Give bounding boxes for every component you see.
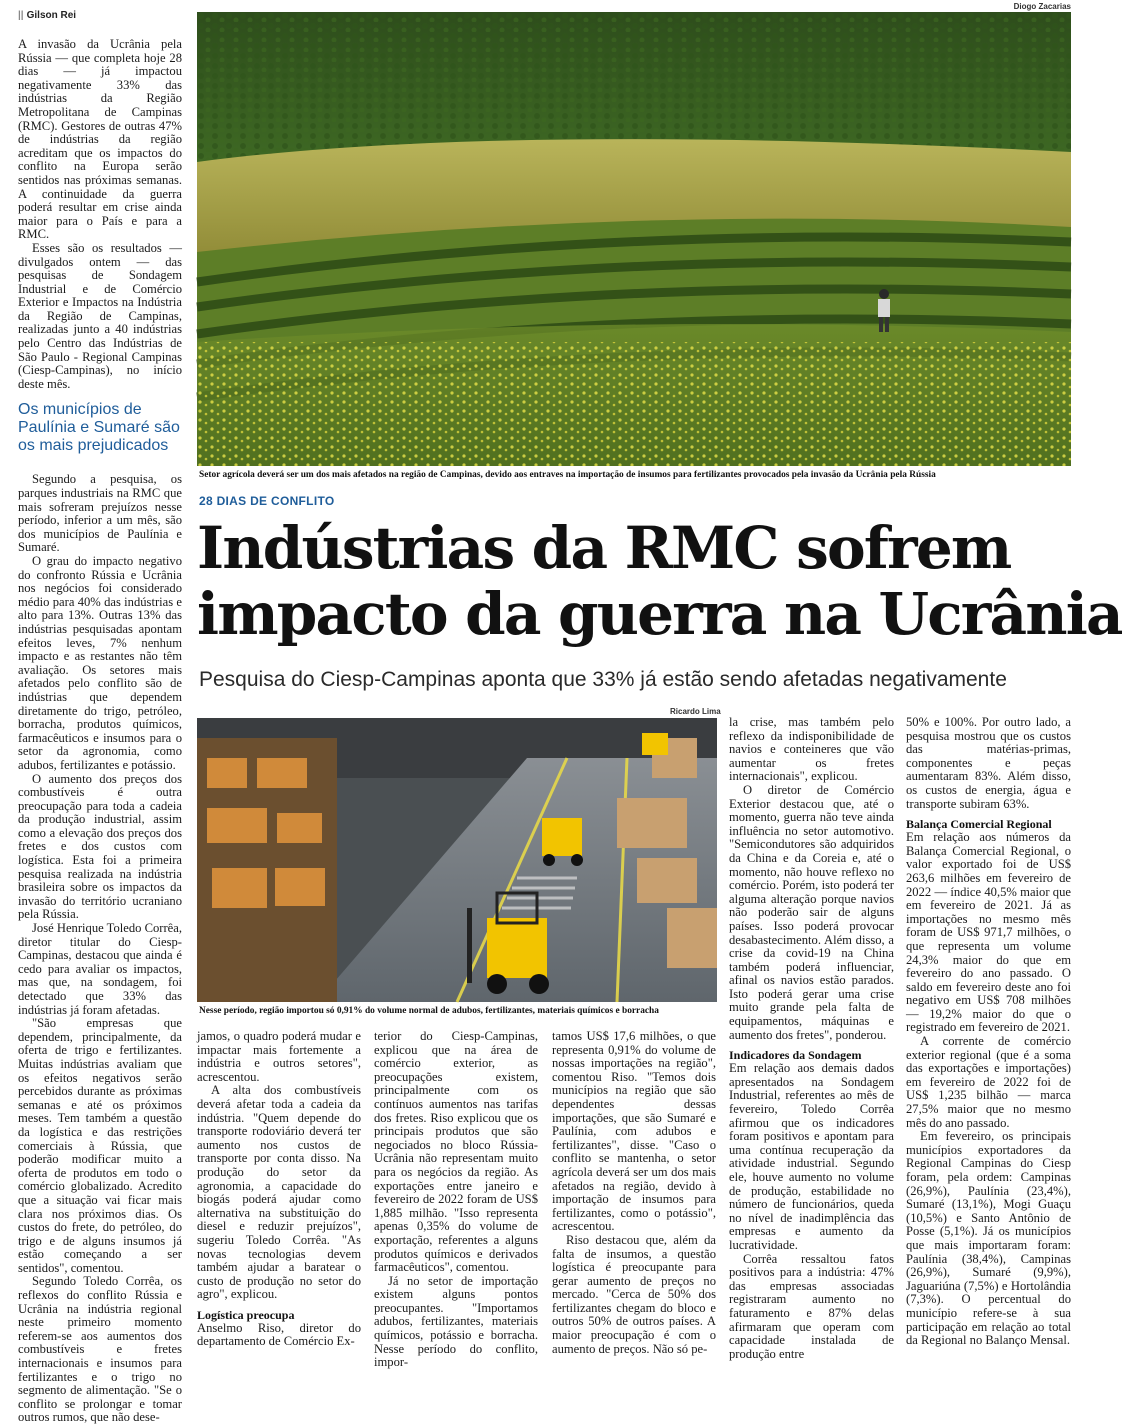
article-column-5 <box>729 715 894 1361</box>
paragraph: Riso destacou que, além da falta de insumos, a questão logística é preocupante para gerar aumento de preços no mercado. "Cerca de 50% dos fertilizantes chegam do bloco e outros 50% de outros países. A maior preocupação é com o aumento de preços. Não só pe- <box>552 1232 716 1356</box>
article-column-6 <box>906 716 1071 1354</box>
paragraph: Segundo Toledo Corrêa, os reflexos do conflito Rússia e Ucrânia na indústria regional neste primeiro momento referem-se aos aumentos dos combustíveis e fretes internacionais e insumos para fertilizantes e o trigo no segmento de alimentação. "Se o conflito se prolongar e tomar outros rumos, que não dese- <box>18 1274 182 1425</box>
paragraph: Em relação aos demais dados apresentados na Sondagem Industrial, referentes ao mês de fevereiro, Toledo Corrêa afirmou que os indicadores foram positivos e apontam para uma contínua recuperação da atividade industrial. Segundo ele, houve aumento no volume de produção, estabilidade no número de funcionários, queda no nível de inadimplência das empresas e aumento da lucratividade. <box>729 1061 894 1252</box>
paragraph: terior do Ciesp-Campinas, explicou que na área de comércio exterior, as preocupações existem, principalmente com os contínuos aumentos nas tarifas dos fretes. Riso explicou que os principais produtos que são negociados no bloco Rússia-Ucrânia não representam muito para os negócios da região. As exportações entre janeiro e fevereiro de 2022 foram de US$ 1,885 milhão. "Isso representa apenas 0,35% do volume de exportação, referentes a alguns produtos químicos e derivados farmacêuticos", comentou. <box>374 1029 538 1275</box>
paragraph: jamos, o quadro poderá mudar e impactar mais fortemente a indústria e outros setores", acrescentou. <box>197 1029 361 1084</box>
paragraph: José Henrique Toledo Corrêa, diretor titular do Ciesp-Campinas, destacou que ainda é cedo para avaliar os impactos, mas que, na sondagem, foi detectado que 33% das indústrias já foram afetadas. <box>18 921 182 1017</box>
paragraph: Em fevereiro, os principais municípios exportadores da Regional Campinas do Ciesp foram, pela ordem: Campinas (26,9%), Paulínia (23,4%), Sumaré (13,1%), Mogi Guaçu (10,5%) e Santo Antônio de Posse (5,1%). Já os municípios que mais importaram foram: Paulínia (38,4%), Campinas (26,9%), Sumaré (9,9%), Jaguariúna (7,5%) e Hortolândia (7,3%). O percentual do município refere-se à sua participação em relação ao total da Regional no Balanço Mensal. <box>906 1129 1071 1348</box>
paragraph: Anselmo Riso, diretor do departamento de Comércio Ex- <box>197 1320 361 1349</box>
paragraph: A corrente de comércio exterior regional (que é a soma das exportações e importações) em fevereiro de 2022 foi de US$ 1,235 bilhão — marca 27,5% maior que no mesmo mês do ano passado. <box>906 1034 1071 1130</box>
article-column-4 <box>552 1030 716 1354</box>
paragraph: la crise, mas também pelo reflexo da indisponibilidade de navios e conteineres que vão aumentar os fretes internacionais", explicou. <box>729 715 894 784</box>
section-heading: Balança Comercial Regional <box>906 817 1052 832</box>
warehouse-forklift-photo <box>197 718 717 1002</box>
photo-credit-top: Diogo Zacarias <box>1013 2 1071 11</box>
paragraph: A alta dos combustíveis deverá afetar toda a cadeia da indústria. "Quem depende do transporte rodoviário deverá ter aumento nos custos de transporte por conta disso. Na produção do setor da agronomia, a capacidade do biogás poderá ajudar como alternativa na substituição do diesel e reduzir prejuízos", sugeriu Toledo Corrêa. "As novas tecnologias devem também ajudar a baratear o custo de produção no setor do agro", explicou. <box>197 1083 361 1302</box>
pull-quote: Os municípios de Paulínia e Sumaré são os mais prejudicados <box>18 401 180 455</box>
paragraph: O grau do impacto negativo do confronto Rússia e Ucrânia nos negócios foi considerado médio para 40% das indústrias e alto para 13%. Outras 13% das indústrias pesquisadas apontam efeitos leves, 7% nenhum impacto e as restantes não têm avaliação. Os setores mais afetados pelo conflito são de indústrias que dependem diretamente do trigo, petróleo, borracha, produtos químicos, farmacêuticos e insumos para o setor da agronomia, como adubos, fertilizantes e potássio. <box>18 554 182 772</box>
section-heading: Logística preocupa <box>197 1307 295 1322</box>
paragraph: Corrêa ressaltou fatos positivos para a indústria: 47% das empresas associadas registraram aumento no faturamento e 87% delas afirmaram que operam com capacidade instalada de produção entre <box>729 1251 894 1361</box>
warehouse-photo-caption: Nesse período, região importou só 0,91% do volume normal de adubos, fertilizantes, materiais químicos e borracha <box>199 1006 659 1016</box>
forklift-far <box>642 733 668 755</box>
paragraph: tamos US$ 17,6 milhões, o que representa 0,91% do volume de nossas importações na região", comentou Riso. "Temos dois municípios na região que são dependentes dessas importações, que são Sumaré e Paulínia, com adubos e fertilizantes", disse. "Caso o conflito se mantenha, o setor agrícola deverá ser um dos mais afetados na região, devido à importação de insumos para fertilizantes, como o potássio", acrescentou. <box>552 1029 716 1234</box>
photo-credit-warehouse: Ricardo Lima <box>670 707 721 716</box>
coffee-field-photo <box>197 12 1071 466</box>
section-heading: Indicadores da Sondagem <box>729 1048 862 1063</box>
paragraph: O aumento dos preços dos combustíveis é outra preocupação para toda a cadeia da produção industrial, assim como a elevação dos preços dos fretes e dos custos com logística. Esta foi a primeira pesquisa realizada na indústria brasileira sobre os impactos da invasão do território ucraniano pela Rússia. <box>18 771 182 922</box>
subheadline: Pesquisa do Ciesp-Campinas aponta que 33% já estão sendo afetadas negativamente <box>199 668 1007 691</box>
paragraph: 50% e 100%. Por outro lado, a pesquisa mostrou que os custos das matérias-primas, componentes e peças aumentaram 83%. Além disso, os custos de energia, água e transporte subiram 63%. <box>906 715 1071 811</box>
top-photo-caption: Setor agrícola deverá ser um dos mais afetados na região de Campinas, devido aos entraves na importação de insumos para fertilizantes provocados pela invasão da Ucrânia pela Rússia <box>199 470 936 480</box>
paragraph: Esses são os resultados — divulgados ontem — das pesquisas de Sondagem Industrial e de Comércio Exterior e Impactos na Indústria da Região de Campinas, realizadas junto a 40 indústrias pelo Centro das Indústrias de São Paulo - Regional Campinas (Ciesp-Campinas), no início deste mês. <box>18 240 182 391</box>
byline: || Gilson Rei <box>18 10 77 21</box>
kicker: 28 DIAS DE CONFLITO <box>199 494 335 508</box>
paragraph: Em relação aos números da Balança Comercial Regional, o valor exportado foi de US$ 263,6 milhões em fevereiro de 2022 — índice 40,5% maior que em fevereiro de 2021. Já as importações no mesmo mês foram de US$ 971,7 milhões, o que representa um volume 24,3% maior do que em fevereiro do ano passado. O saldo em fevereiro deste ano foi negativo em US$ 708 milhões — 19,2% maior do que o registrado em fevereiro de 2021. <box>906 830 1071 1035</box>
article-column-1 <box>18 37 182 1425</box>
paragraph: A invasão da Ucrânia pela Rússia — que completa hoje 28 dias — já impactou negativamente 33% das indústrias da Região Metropolitana de Campinas (RMC). Gestores de outras 47% de indústrias da região acreditam que os impactos do conflito na Europa serão sentidos nas próximas semanas. A continuidade da guerra poderá resultar em crise ainda maior para o País e para a RMC. <box>18 37 182 242</box>
paragraph: O diretor de Comércio Exterior destacou que, até o momento, guerra não teve ainda influência no setor automotivo. "Semicondutores são adquiridos da China e da Coreia e, até o momento, não houve reflexo no comércio. Porém, isto poderá ter alguma alteração porque navios não poderão sair de alguns países. Isso poderá provocar desabastecimento. Além disso, a crise da covid-19 na China também poderá influenciar, afinal os navios estão parados. Isto poderá gerar uma crise muito grande pela falta de equipamentos, máquinas e aumento dos fretes", ponderou. <box>729 782 894 1042</box>
paragraph: Segundo a pesquisa, os parques industriais na RMC que mais sofreram prejuízos nesse período, inferior a um mês, são dos municípios de Paulínia e Sumaré. <box>18 472 182 555</box>
warehouse-illustration <box>197 718 717 1002</box>
article-column-2 <box>197 1030 361 1354</box>
paragraph: Já no setor de importação existem alguns pontos preocupantes. "Importamos adubos, fertilizantes, materiais químicos, potássio e borracha. Nesse período do conflito, impor- <box>374 1273 538 1370</box>
article-column-3 <box>374 1029 538 1370</box>
coffee-field-illustration <box>197 12 1071 466</box>
headline: Indústrias da RMC sofrem impacto da guerra na Ucrânia <box>197 514 1122 648</box>
paragraph: "São empresas que dependem, principalmente, da oferta de trigo e fertilizantes. Muitas indústrias avaliam que os efeitos negativos serão percebidos durante as próximas semanas e até os próximos meses. Tem também a questão da logística e das restrições comerciais à Rússia, que poderão modificar muito a oferta de produtos em todo o comércio globalizado. Acredito que a situação vai ficar mais clara nos próximos dias. Os custos do frete, do petróleo, do trigo e de alguns insumos já estão começando a ser sentidos", comentou. <box>18 1016 182 1275</box>
